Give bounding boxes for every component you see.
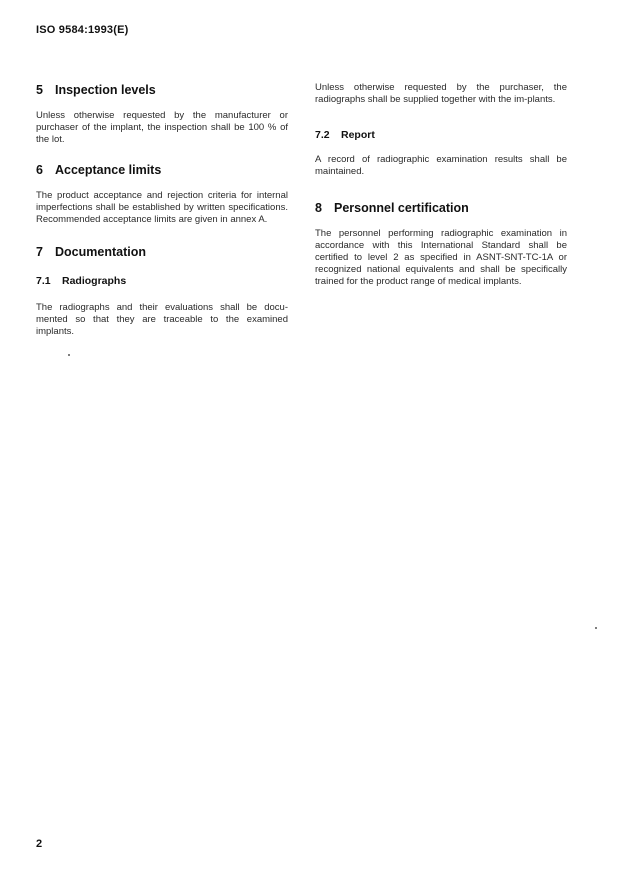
section-8-heading (315, 200, 567, 216)
section-7-1-continued-text: Unless otherwise requested by the purchaser, the radiographs shall be supplied together with the im-plants. (315, 82, 567, 105)
section-7-2-text: A record of radiographic examination results shall be maintained. (315, 154, 567, 177)
right-column (315, 82, 567, 288)
section-6-heading (36, 162, 288, 178)
section-7-heading (36, 244, 288, 260)
section-8-text: The personnel performing radiographic examination in accordance with this International Standard shall be certified to level 2 as specified in ASNT-SNT-TC-1A or recognized national equivalents and shall be specifically trained for the product range of medical implants. (315, 228, 567, 287)
page-number: 2 (36, 838, 43, 850)
section-7-1-text: The radiographs and their evaluations shall be docu-mented so that they are traceable to the examined implants. (36, 302, 288, 337)
section-7-2-title: Report (341, 129, 375, 141)
section-6-title: Acceptance limits (55, 163, 162, 177)
section-7-2-heading (315, 128, 567, 142)
section-7-2-number: 7.2 (315, 129, 330, 141)
section-7-1-heading (36, 274, 288, 288)
section-6-number: 6 (36, 163, 43, 177)
section-8-number: 8 (315, 201, 322, 215)
document-header: ISO 9584:1993(E) (36, 24, 129, 36)
left-column (36, 82, 288, 338)
section-5-text: Unless otherwise requested by the manufacturer or purchaser of the implant, the inspection shall be 100 % of the lot. (36, 110, 288, 145)
scan-speck (68, 354, 70, 356)
section-7-1-number: 7.1 (36, 275, 51, 287)
section-7-title: Documentation (55, 245, 146, 259)
section-5-title: Inspection levels (55, 83, 156, 97)
section-6-text: The product acceptance and rejection criteria for internal imperfections shall be established by written specifications. Recommended acceptance limits are given in annex A. (36, 190, 288, 225)
section-7-number: 7 (36, 245, 43, 259)
section-8-title: Personnel certification (334, 201, 469, 215)
section-7-1-title: Radiographs (62, 275, 127, 287)
section-5-heading (36, 82, 288, 98)
scan-speck (595, 627, 597, 629)
section-5-number: 5 (36, 83, 43, 97)
